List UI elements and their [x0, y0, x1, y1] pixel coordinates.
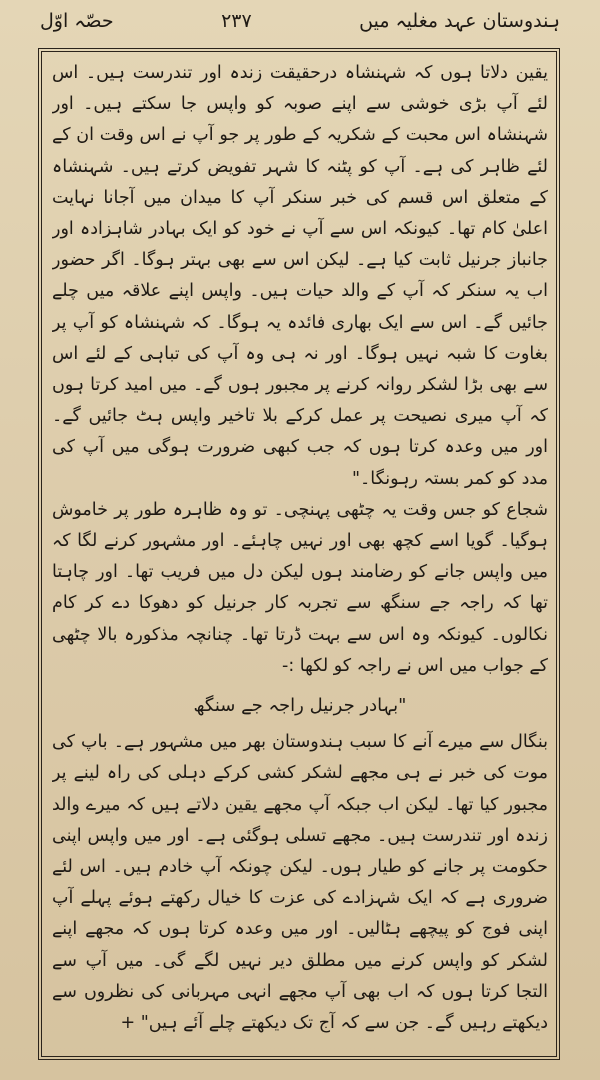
page-number: ۲۳۷: [221, 10, 252, 32]
paragraph-1: یقین دلاتا ہوں کہ شہنشاہ درحقیقت زندہ اور تندرست ہیں۔ اس لئے آپ بڑی خوشی سے اپنے صوبہ کو واپس جا سکتے ہیں۔ اور شہنشاہ اس محبت کے شکریہ کے طور پر جو آپ نے اس وقت ان کے لئے ظاہر کی ہے۔ آپ کو پٹنہ کا شہر تفویض کرتے ہیں۔ شہنشاہ کے متعلق اس قسم کی خبر سنکر آپ کا میدان میں آجانا نہایت اعلیٰ کام تھا۔ کیونکہ اس سے آپ نے خود کو ایک بہادر شاہزادہ اور جانباز جرنیل ثابت کیا ہے۔ لیکن اس سے بھی بہتر ہوگا۔ اگر حضور اب یہ سنکر کہ آپ کے والد حیات ہیں۔ واپس اپنے علاقہ میں چلے جائیں گے۔ اس سے ایک بھاری فائدہ یہ ہوگا۔ کہ شہنشاہ کو آپ پر بغاوت کا شبہ نہیں ہوگا۔ اور نہ ہی وہ آپ کی تباہی کے لئے اس سے بھی بڑا لشکر روانہ کرنے پر مجبور ہوں گے۔ میں امید کرتا ہوں کہ آپ میری نصیحت پر عمل کرکے بلا تاخیر واپس ہٹ جائیں گے۔ اور میں وعدہ کرتا ہوں کہ جب کبھی ضرورت ہوگی میں آپ کی مدد کو کمر بستہ رہونگا۔": [52, 63, 548, 489]
section-label: حصّہ اوّل: [40, 10, 114, 32]
letter-salutation: "بہادر جرنیل راجہ جے سنگھ: [193, 695, 407, 717]
page-body: [52, 58, 548, 1052]
paragraph-2: شجاع کو جس وقت یہ چٹھی پہنچی۔ تو وہ ظاہرہ طور پر خاموش ہوگیا۔ گویا اسے کچھ بھی اور نہیں چاہئے۔ اور مشہور کرنے لگا کہ میں واپس جانے کو رضامند ہوں لیکن دل میں فریب تھا۔ اور چاہتا تھا کہ راجہ جے سنگھ سے تجربہ کار جرنیل کو دھوکا دے کر کام نکالوں۔ کیونکہ وہ اس سے بہت ڈرتا تھا۔ چنانچہ مذکورہ بالا چٹھی کے جواب میں اس نے راجہ کو لکھا :-: [52, 499, 548, 676]
paragraph-3: بنگال سے میرے آنے کا سبب ہندوستان بھر میں مشہور ہے۔ باپ کی موت کی خبر نے ہی مجھے لشکر کشی کرکے دہلی کی راہ لینے پر مجبور کیا تھا۔ لیکن اب جبکہ آپ مجھے یقین دلاتے ہیں کہ میرے والد زندہ اور تندرست ہیں۔ مجھے تسلی ہوگئی ہے۔ اور میں واپس اپنی حکومت پر جانے کو طیار ہوں۔ لیکن چونکہ آپ خادم ہیں۔ اس لئے ضروری ہے کہ ایک شہزادے کی عزت کا خیال رکھتے ہوئے پہلے آپ اپنی فوج کو پیچھے ہٹالیں۔ اور میں وعدہ کرتا ہوں کہ مجھے اپنے لشکر کو واپس کرنے میں مطلق دیر نہیں لگے گی۔ میں آپ سے التجا کرتا ہوں کہ اب بھی آپ مجھے انہی مہربانی کی نظروں سے دیکھتے رہیں گے۔ جن سے کہ آج تک دیکھتے چلے آئے ہیں" +: [52, 732, 548, 1034]
running-title: ہندوستان عہد مغلیہ میں: [359, 10, 560, 32]
page-header: [40, 4, 560, 38]
